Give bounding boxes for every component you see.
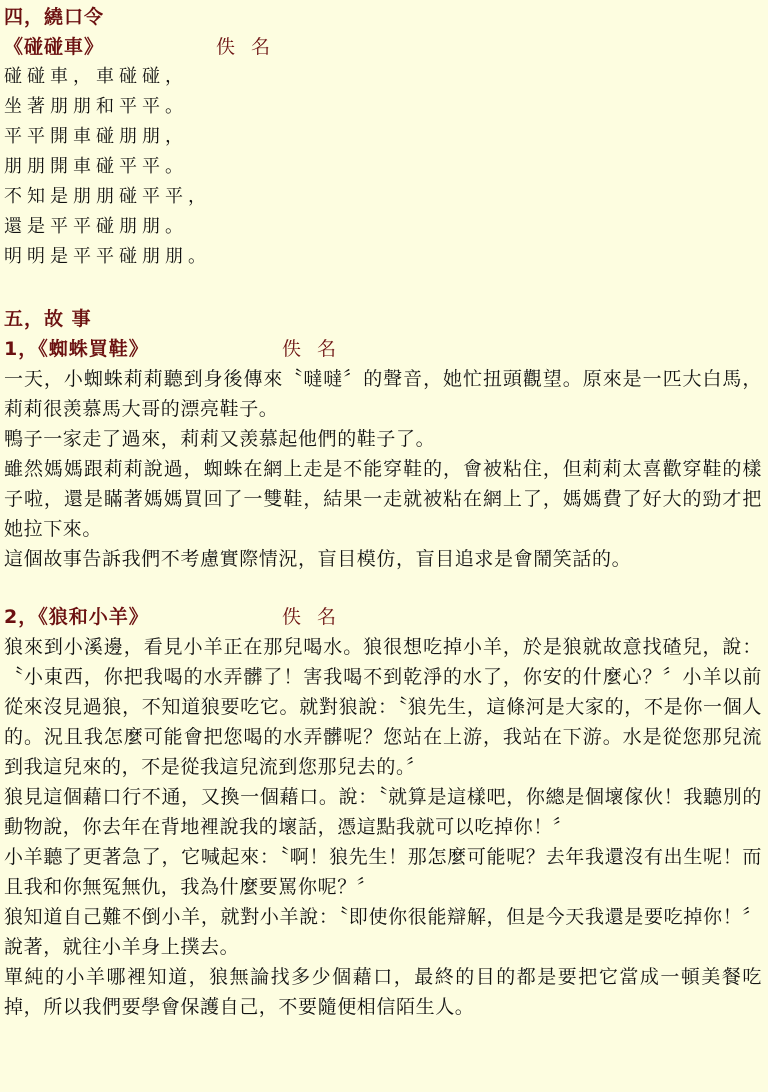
story-1-title-row (4, 334, 762, 364)
poem-title: 《碰碰車》 (4, 36, 105, 58)
spacer (4, 574, 762, 602)
poem-line: 朋朋開車碰平平。 (4, 156, 188, 177)
story-2-paragraph: 狼知道自己難不倒小羊，就對小羊說：〝即使你很能辯解，但是今天我還是要吃掉你！〞說著，就往小羊身上撲去。 (4, 906, 762, 958)
poem-line: 碰碰車，車碰碰， (4, 66, 188, 87)
story-1-title: 1，《蜘蛛買鞋》 (4, 338, 149, 360)
poem-line: 不知是朋朋碰平平， (4, 186, 211, 207)
spacer (4, 272, 762, 304)
story-2-paragraph: 狼見這個藉口行不通，又換一個藉口。說：〝就算是這樣吧，你總是個壞傢伙！我聽別的動物說，你去年在背地裡說我的壞話，憑這點我就可以吃掉你！〞 (4, 786, 762, 838)
story-1-paragraph: 鴨子一家走了過來，莉莉又羡慕起他們的鞋子了。 (4, 428, 436, 450)
poem-title-row (4, 32, 762, 62)
story-2-paragraph: 小羊聽了更著急了，它喊起來：〝啊！狼先生！那怎麼可能呢？去年我還沒有出生呢！而且我和你無冤無仇，我為什麼要罵你呢？〞 (4, 846, 762, 898)
poem-line: 坐著朋朋和平平。 (4, 96, 188, 117)
poem-author: 佚 名 (216, 36, 276, 58)
poem-line: 還是平平碰朋朋。 (4, 216, 188, 237)
story-2-author: 佚 名 (282, 606, 342, 628)
story-2-title-row (4, 602, 762, 632)
section-5-heading: 五，故 事 (4, 308, 92, 330)
story-2-paragraph: 狼來到小溪邊，看見小羊正在那兒喝水。狼很想吃掉小羊，於是狼就故意找碴兒，說：〝小東西，你把我喝的水弄髒了！害我喝不到乾淨的水了，你安的什麼心？〞小羊以前從來沒見過狼，不知道狼要吃它。就對狼說：〝狼先生，這條河是大家的，不是你一個人的。況且我怎麼可能會把您喝的水弄髒呢？您站在上游，我站在下游。水是從您那兒流到我這兒來的，不是從我這兒流到您那兒去的。〞 (4, 636, 762, 778)
story-2-paragraph: 單純的小羊哪裡知道，狼無論找多少個藉口，最終的目的都是要把它當成一頓美餐吃掉，所以我們要學會保護自己，不要隨便相信陌生人。 (4, 966, 762, 1018)
story-1-paragraph: 這個故事告訴我們不考慮實際情況，盲目模仿，盲目追求是會鬧笑話的。 (4, 548, 632, 570)
poem-line: 明明是平平碰朋朋。 (4, 246, 211, 267)
poem-line: 平平開車碰朋朋， (4, 126, 188, 147)
section-4-heading: 四，繞口令 (4, 6, 105, 28)
story-1-paragraph: 雖然媽媽跟莉莉說過，蜘蛛在網上走是不能穿鞋的，會被粘住，但莉莉太喜歡穿鞋的樣子啦，還是瞞著媽媽買回了一雙鞋，結果一走就被粘在網上了，媽媽費了好大的勁才把她拉下來。 (4, 458, 762, 540)
story-1-paragraph: 一天，小蜘蛛莉莉聽到身後傳來〝噠噠〞的聲音，她忙扭頭觀望。原來是一匹大白馬，莉莉很羡慕馬大哥的漂亮鞋子。 (4, 368, 762, 420)
story-2-title: 2，《狼和小羊》 (4, 606, 149, 628)
story-1-author: 佚 名 (282, 338, 342, 360)
